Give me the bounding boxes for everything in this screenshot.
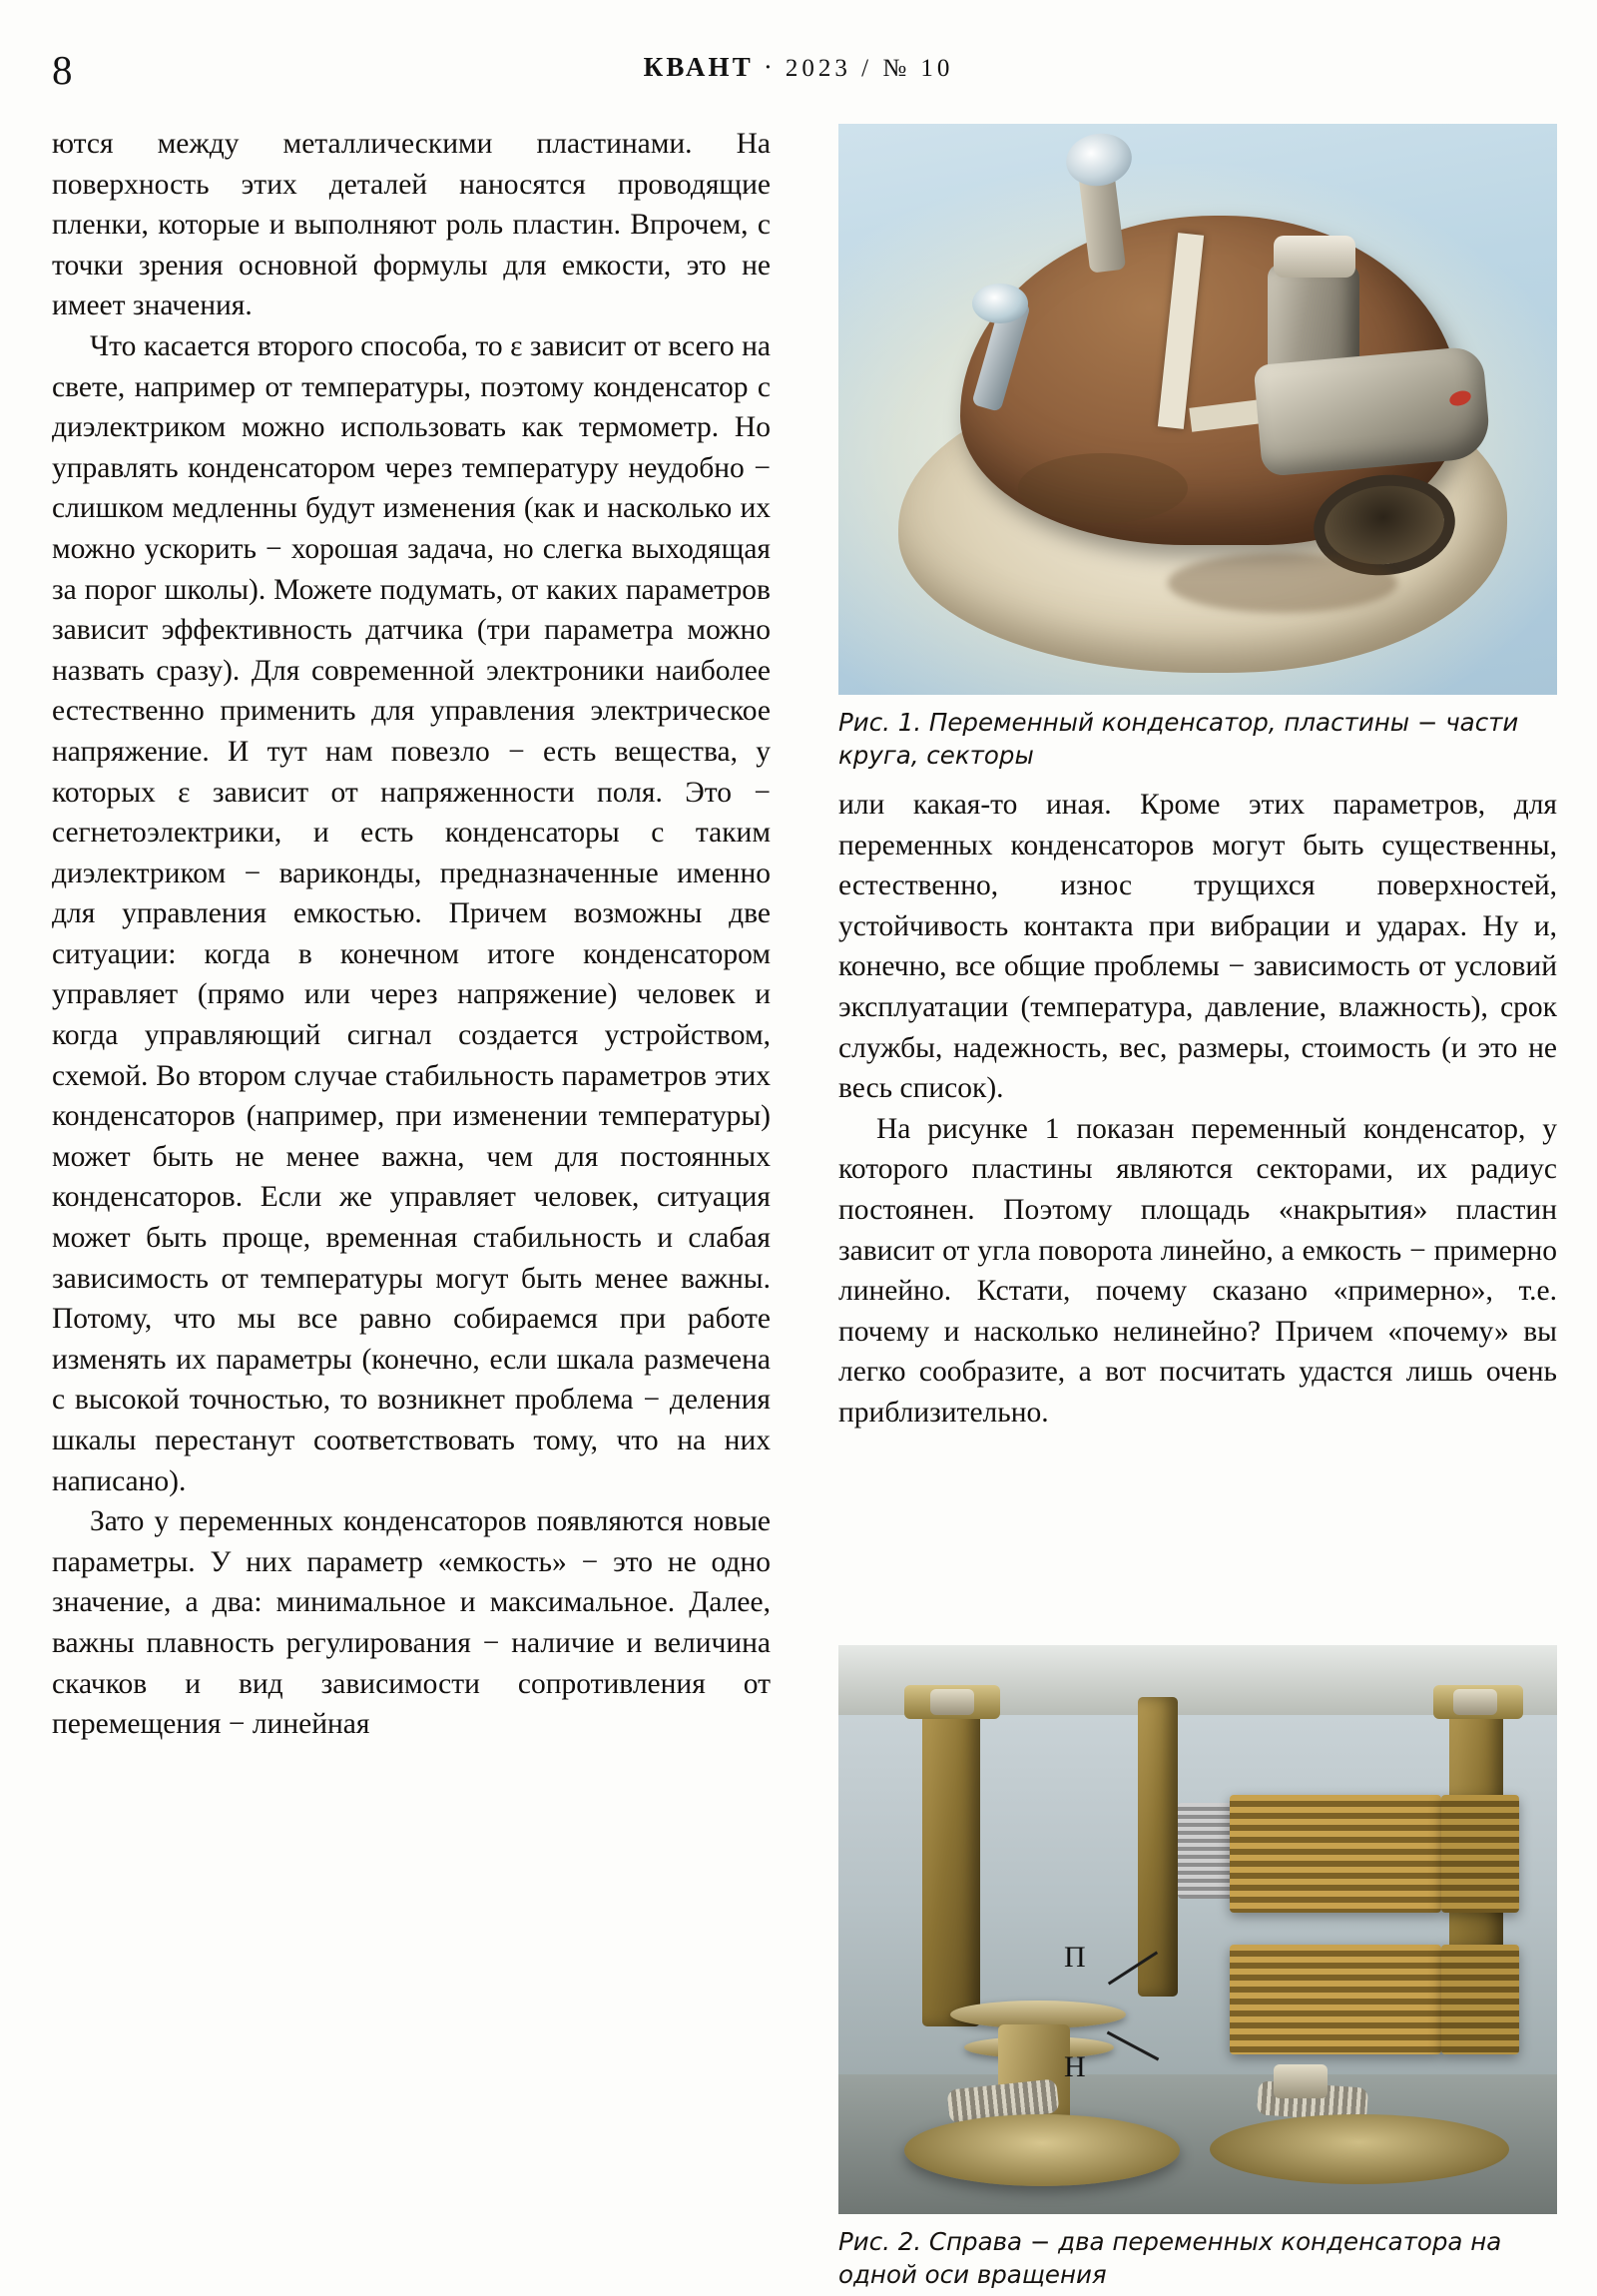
- surface-shadow: [1168, 553, 1397, 613]
- left-column: [52, 124, 771, 1745]
- photo-two-capacitors: [838, 1645, 1557, 2214]
- issue-label: 2023 / № 10: [785, 55, 954, 82]
- figure-2-caption: Рис. 2. Справа − два переменных конденсатора на одной оси вращения: [838, 2227, 1502, 2289]
- figure-2-label-p: П: [1064, 1941, 1086, 1974]
- capacitor-plate-stack-upper-right: [1441, 1795, 1519, 1913]
- capacitor-plate-stack-lower-right: [1441, 1945, 1519, 2054]
- support-pillar-middle: [1138, 1697, 1178, 1997]
- page-header: [0, 38, 1597, 98]
- paragraph: Что касается второго способа, то ε зависит от всего на свете, например от температуры, поэтому конденсатор с диэлектриком можно использовать как термометр. Но управлять конденсатором через температуру неудобно − слишком медленны будут изменения (как и насколько их можно ускорить − хорошая задача, но слегка выходящая за порог школы). Можете подумать, от каких параметров зависит эффективность датчика (три параметра можно назвать сразу). Для современной электроники наиболее естественно применить для управления электрическое напряжение. И тут нам повезло − есть вещества, у которых ε зависит от напряженности поля. Это − сегнетоэлектрики, и есть конденсаторы с таким диэлектриком − вариконды, предназначенные именно для управления емкостью. Причем возможны две ситуации: когда в конечном итоге конденсатором управляет (прямо или через напряжение) человек и когда управляющий сигнал создается устройством, схемой. Во втором случае стабильность параметров этих конденсаторов (например, при изменении температуры) может быть не менее важна, чем для постоянных конденсаторов. Если же управляет человек, ситуация может быть проще, временная стабильность и слабая зависимость от температуры могут быть менее важны. Потому, что мы все равно собираемся при работе изменять их параметры (конечно, если шкала размечена с высокой точностью, то возникнет проблема − деления шкалы перестанут соответствовать тому, что на них написано).: [52, 329, 771, 1497]
- photo-variable-capacitor: [838, 124, 1557, 695]
- leader-line-n: [1107, 2031, 1160, 2061]
- header-separator: ·: [763, 52, 776, 82]
- terminal-post-2-cap: [972, 284, 1028, 323]
- running-head: [0, 52, 1597, 83]
- shaft-screw: [1274, 236, 1355, 278]
- right-column: [838, 785, 1557, 1434]
- paragraph: Зато у переменных конденсаторов появляются новые параметры. У них параметр «емкость» − это не одно значение, а два: минимальное и максимальное. Далее, важны плавность регулирования − наличие и величина скачков и вид зависимости сопротивления от перемещения − линейная: [52, 1505, 771, 1741]
- page-number: 8: [52, 47, 73, 93]
- gear-left: [904, 2114, 1180, 2186]
- center-bolt: [1274, 2064, 1328, 2098]
- support-pillar-left: [922, 1697, 980, 2026]
- paragraph: На рисунке 1 показан переменный конденсатор, у которого пластины являются секторами, их радиус постоянен. Поэтому площадь «накрытия» пластин зависит от угла поворота линейно, а емкость − примерно линейно. Кстати, почему сказано «примерно», т.е. почему и насколько нелинейно? Причем «почему» вы легко сообразите, а вот посчитать удастся лишь очень приблизительно.: [838, 1112, 1557, 1429]
- gear-right: [1210, 2114, 1509, 2184]
- figure-2-label-n: Н: [1064, 2050, 1086, 2083]
- capacitor-plate-stack-lower: [1230, 1945, 1441, 2054]
- contact-coil: [1178, 1803, 1238, 1899]
- surface-stain: [1018, 453, 1188, 523]
- figure-2: [838, 1645, 1557, 2291]
- figure-1: [838, 124, 1557, 772]
- bolt-top-left: [930, 1689, 974, 1715]
- figure-1-caption: Рис. 1. Переменный конденсатор, пластины − части круга, секторы: [838, 708, 1519, 770]
- figure-2-image: [838, 1645, 1557, 2214]
- paragraph: или какая-то иная. Кроме этих параметров, для переменных конденсаторов могут быть существенны, естественно, износ трущихся поверхностей, устойчивость контакта при вибрации и ударах. Ну и, конечно, все общие проблемы − зависимость от условий эксплуатации (температура, давление, влажность), срок службы, надежность, вес, размеры, стоимость (и это не весь список).: [838, 789, 1557, 1105]
- journal-title: КВАНТ: [643, 52, 754, 82]
- paragraph: ются между металлическими пластинами. На поверхность этих деталей наносятся проводящие пленки, которые и выполняют роль пластин. Впрочем, с точки зрения основной формулы для емкости, это не имеет значения.: [52, 128, 771, 322]
- metal-bracket: [1254, 345, 1492, 477]
- figure-1-image: [838, 124, 1557, 695]
- capacitor-plate-stack-upper: [1230, 1795, 1441, 1913]
- bolt-top-right: [1453, 1689, 1497, 1715]
